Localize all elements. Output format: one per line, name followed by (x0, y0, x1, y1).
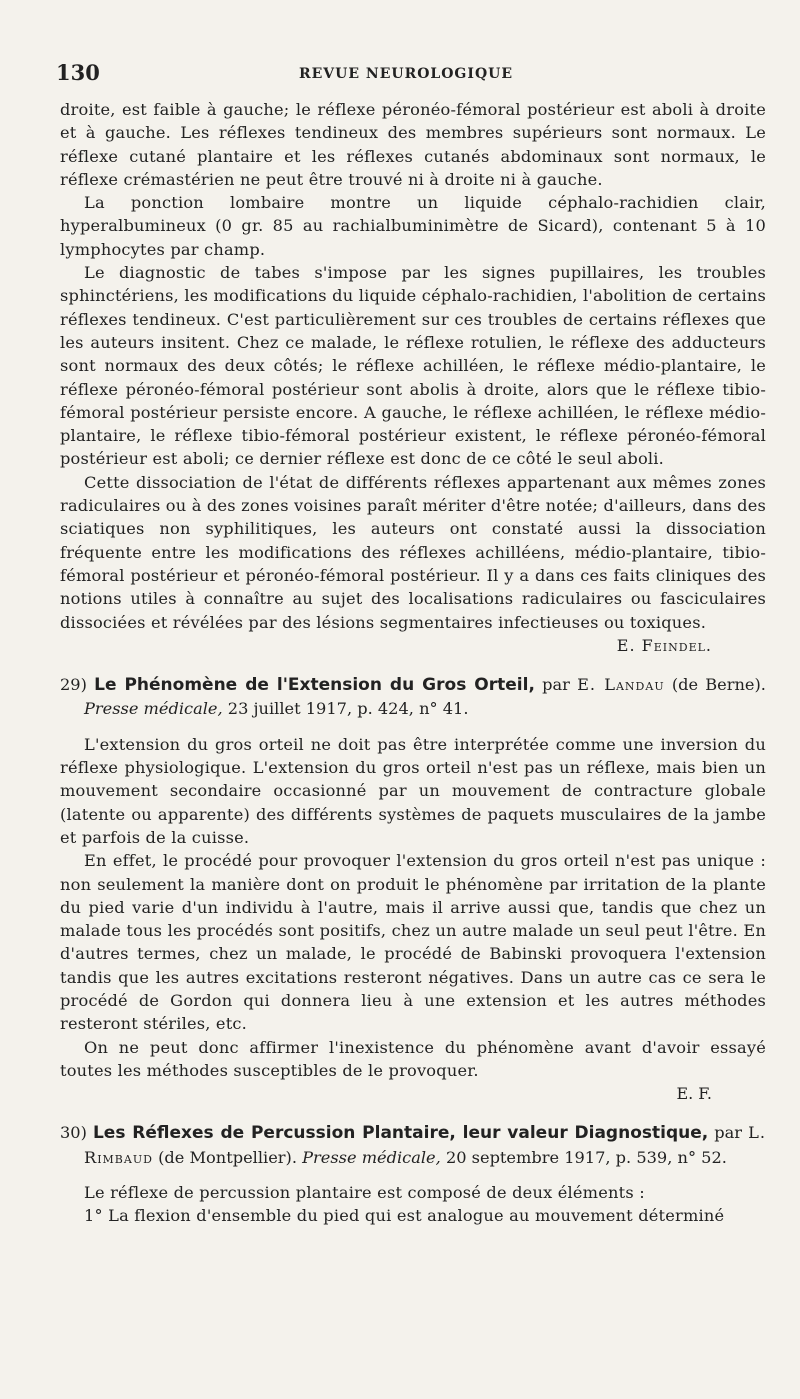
entry-30-title: Les Réflexes de Percussion Plantaire, leur valeur Diagnostique, (92, 1123, 709, 1144)
entry-29-paragraph-3: On ne peut donc affirmer l'inexistence du phénomène avant d'avoir essayé toutes les méthodes susceptibles de le provoquer. (60, 1037, 766, 1080)
text-body (60, 98, 766, 1228)
entry-29-number: 29) (60, 675, 87, 695)
entry-29 (60, 673, 766, 1105)
entry-30-paragraph-1: Le réflexe de percussion plantaire est composé de deux éléments : (84, 1183, 645, 1203)
entry-29-affiliation: (de Berne). (671, 675, 766, 695)
entry-29-by: par (542, 675, 570, 695)
lumbar-puncture-paragraph: La ponction lombaire montre un liquide céphalo-rachidien clair, hyperalbumineux (0 gr. 85 au rachialbuminimètre de Sicard), contenant 5 à 10 lymphocytes par champ. (60, 193, 766, 259)
entry-30-author: L. Rimbaud (84, 1123, 766, 1167)
diagnosis-paragraph: Le diagnostic de tabes s'impose par les signes pupillaires, les troubles sphinctériens, les modifications du liquide céphalo-rachidien, l'abolition de certains réflexes tendineux. C'est particulièrement sur ces troubles de certains réflexes que les auteurs insitent. Chez ce malade, le réflexe rotulien, le réflexe des adducteurs sont normaux des deux côtés; le réflexe achilléen, le réflexe médio-plantaire, le réflexe péronéo-fémoral postérieur sont abolis à droite, alors que le réflexe tibio-fémoral postérieur persiste encore. A gauche, le réflexe achilléen, le réflexe médio-plantaire, le réflexe tibio-fémoral postérieur existent, le réflexe péronéo-fémoral postérieur est aboli; ce dernier réflexe est donc de ce côté le seul aboli. (60, 263, 766, 469)
continued-paragraph: droite, est faible à gauche; le réflexe péronéo-fémoral postérieur est aboli à droite et à gauche. Les réflexes tendineux des membres supérieurs sont normaux. Le réflexe cutané plantaire et les réflexes cutanés abdominaux sont normaux, le réflexe crémastérien ne peut être trouvé ni à droite ni à gauche. (60, 100, 766, 189)
entry-29-author: E. Landau (577, 675, 665, 695)
running-header (52, 60, 760, 88)
entry-30-by: par (714, 1123, 743, 1143)
entry-29-title: Le Phénomène de l'Extension du Gros Orteil, (94, 675, 535, 696)
entry-30-affiliation: (de Montpellier). (158, 1147, 297, 1167)
entry-29-signature: E. F. (676, 1084, 712, 1104)
entry-30-heading (60, 1121, 766, 1169)
dissociation-text: Cette dissociation de l'état de différents réflexes appartenant aux mêmes zones radiculaires ou à des zones voisines paraît mériter d'être notée; d'ailleurs, dans des sciatiques non syphilitiques, les auteurs ont constaté aussi la dissociation fréquente entre les modifications des réflexes achilléens, médio-plantaire, tibio-fémoral postérieur et péronéo-fémoral postérieur. Il y a dans ces faits cliniques des notions utiles à connaître au sujet des localisations radiculaires ou fasciculaires dissociées et révélées par des lésions segmentaires infectieuses ou toxiques. (60, 472, 766, 632)
spacer (60, 1169, 766, 1181)
entry-30-paragraph-2: 1° La flexion d'ensemble du pied qui est analogue au mouvement déterminé (84, 1206, 725, 1226)
entry-29-journal: Presse médicale, (84, 699, 223, 719)
entry-30-citation: 20 septembre 1917, p. 539, n° 52. (445, 1147, 727, 1167)
dissociation-paragraph (60, 471, 766, 634)
entry-30 (60, 1121, 766, 1227)
entry-29-paragraph-1: L'extension du gros orteil ne doit pas être interprétée comme une inversion du réflexe physiologique. L'extension du gros orteil n'est pas un réflexe, mais bien un mouvement secondaire occasionné par un mouvement de contracture globale (latente ou apparente) des différents systèmes de paquets musculaires de la jambe et parfois de la cuisse. (60, 734, 766, 847)
spacer (60, 721, 766, 733)
entry-29-heading (60, 673, 766, 721)
page-number: 130 (56, 60, 100, 85)
signature: E. Feindel. (616, 635, 712, 655)
entry-30-number: 30) (60, 1123, 87, 1143)
entry-30-journal: Presse médicale, (302, 1147, 441, 1167)
entry-29-paragraph-2: En effet, le procédé pour provoquer l'extension du gros orteil n'est pas unique : non seulement la manière dont on produit le phénomène par irritation de la plante du pied varie d'un individu à l'autre, mais il arrive aussi que, tandis que chez un malade tous les procédés sont positifs, chez un autre malade un seul peut l'être. En d'autres termes, chez un malade, le procédé de Babinski provoquera l'extension tandis que les autres excitations resteront négatives. Dans un autre cas ce sera le procédé de Gordon qui donnera lieu à une extension et les autres méthodes resteront stériles, etc. (60, 851, 766, 1034)
journal-title: REVUE NEUROLOGIQUE (298, 66, 514, 82)
entry-29-citation: 23 juillet 1917, p. 424, n° 41. (227, 699, 469, 719)
